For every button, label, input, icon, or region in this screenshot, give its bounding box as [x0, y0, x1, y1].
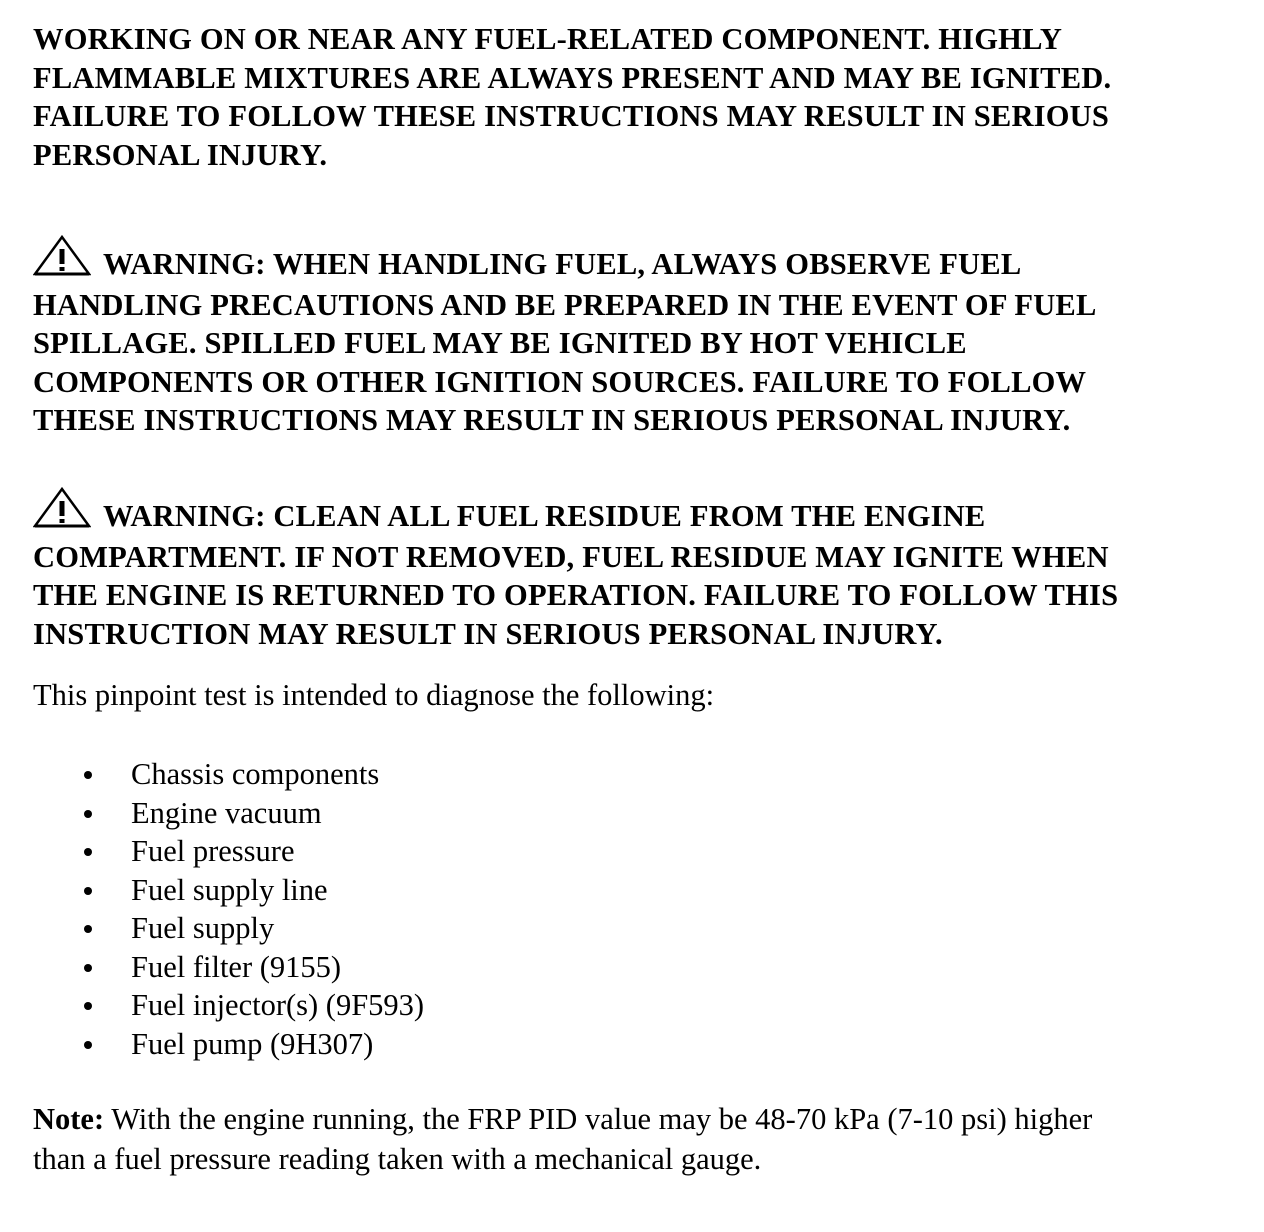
note-text: than a fuel pressure reading taken with a mechanical gauge. [33, 1142, 762, 1176]
warning-block-1 [33, 20, 1233, 174]
warning-2-line: SPILLAGE. SPILLED FUEL MAY BE IGNITED BY HOT VEHICLE [33, 326, 967, 360]
warning-3-line: WARNING: CLEAN ALL FUEL RESIDUE FROM THE ENGINE [103, 499, 986, 533]
bullet-icon [84, 810, 92, 818]
bullet-icon [84, 964, 92, 972]
warning-block-3 [33, 486, 1233, 653]
warning-1-line: PERSONAL INJURY. [33, 137, 328, 172]
warning-1-line: WORKING ON OR NEAR ANY FUEL-RELATED COMPONENT. HIGHLY [33, 22, 1063, 56]
bullet-icon [84, 771, 92, 779]
warning-2-line: COMPONENTS OR OTHER IGNITION SOURCES. FAILURE TO FOLLOW [33, 364, 1087, 399]
list-item-label: Fuel pressure [131, 834, 295, 868]
note-paragraph [33, 1099, 1233, 1179]
note-label: Note: [33, 1102, 105, 1136]
list-item-label: Engine vacuum [131, 795, 322, 830]
list-item-label: Fuel supply line [131, 872, 328, 907]
bullet-icon [84, 887, 92, 895]
warning-triangle-icon [33, 486, 91, 538]
warning-3-line: THE ENGINE IS RETURNED TO OPERATION. FAILURE TO FOLLOW THIS [33, 578, 1119, 612]
bullet-icon [84, 848, 92, 856]
bullet-icon [84, 925, 92, 933]
warning-2-line: WARNING: WHEN HANDLING FUEL, ALWAYS OBSERVE FUEL [103, 247, 1022, 281]
warning-2-line: HANDLING PRECAUTIONS AND BE PREPARED IN THE EVENT OF FUEL [33, 287, 1097, 322]
list-item-label: Fuel pump (9H307) [131, 1026, 374, 1061]
intro-paragraph: This pinpoint test is intended to diagnose the following: [33, 678, 715, 712]
list-item-label: Chassis components [131, 757, 380, 791]
warning-3-line: COMPARTMENT. IF NOT REMOVED, FUEL RESIDUE MAY IGNITE WHEN [33, 539, 1109, 574]
note-text: With the engine running, the FRP PID value may be 48-70 kPa (7-10 psi) higher [104, 1102, 1093, 1136]
warning-1-line: FLAMMABLE MIXTURES ARE ALWAYS PRESENT AND MAY BE IGNITED. [33, 60, 1112, 95]
list-item-label: Fuel supply [131, 911, 275, 945]
list-item-label: Fuel injector(s) (9F593) [131, 988, 425, 1022]
warning-block-2 [33, 234, 1233, 440]
warning-triangle-icon [33, 234, 91, 286]
warning-1-line: FAILURE TO FOLLOW THESE INSTRUCTIONS MAY RESULT IN SERIOUS [33, 99, 1110, 133]
bullet-icon [84, 1002, 92, 1010]
warning-3-line: INSTRUCTION MAY RESULT IN SERIOUS PERSONAL INJURY. [33, 616, 943, 651]
list-item-label: Fuel filter (9155) [131, 949, 342, 984]
warning-2-line: THESE INSTRUCTIONS MAY RESULT IN SERIOUS PERSONAL INJURY. [33, 403, 1071, 437]
bullet-icon [84, 1041, 92, 1049]
